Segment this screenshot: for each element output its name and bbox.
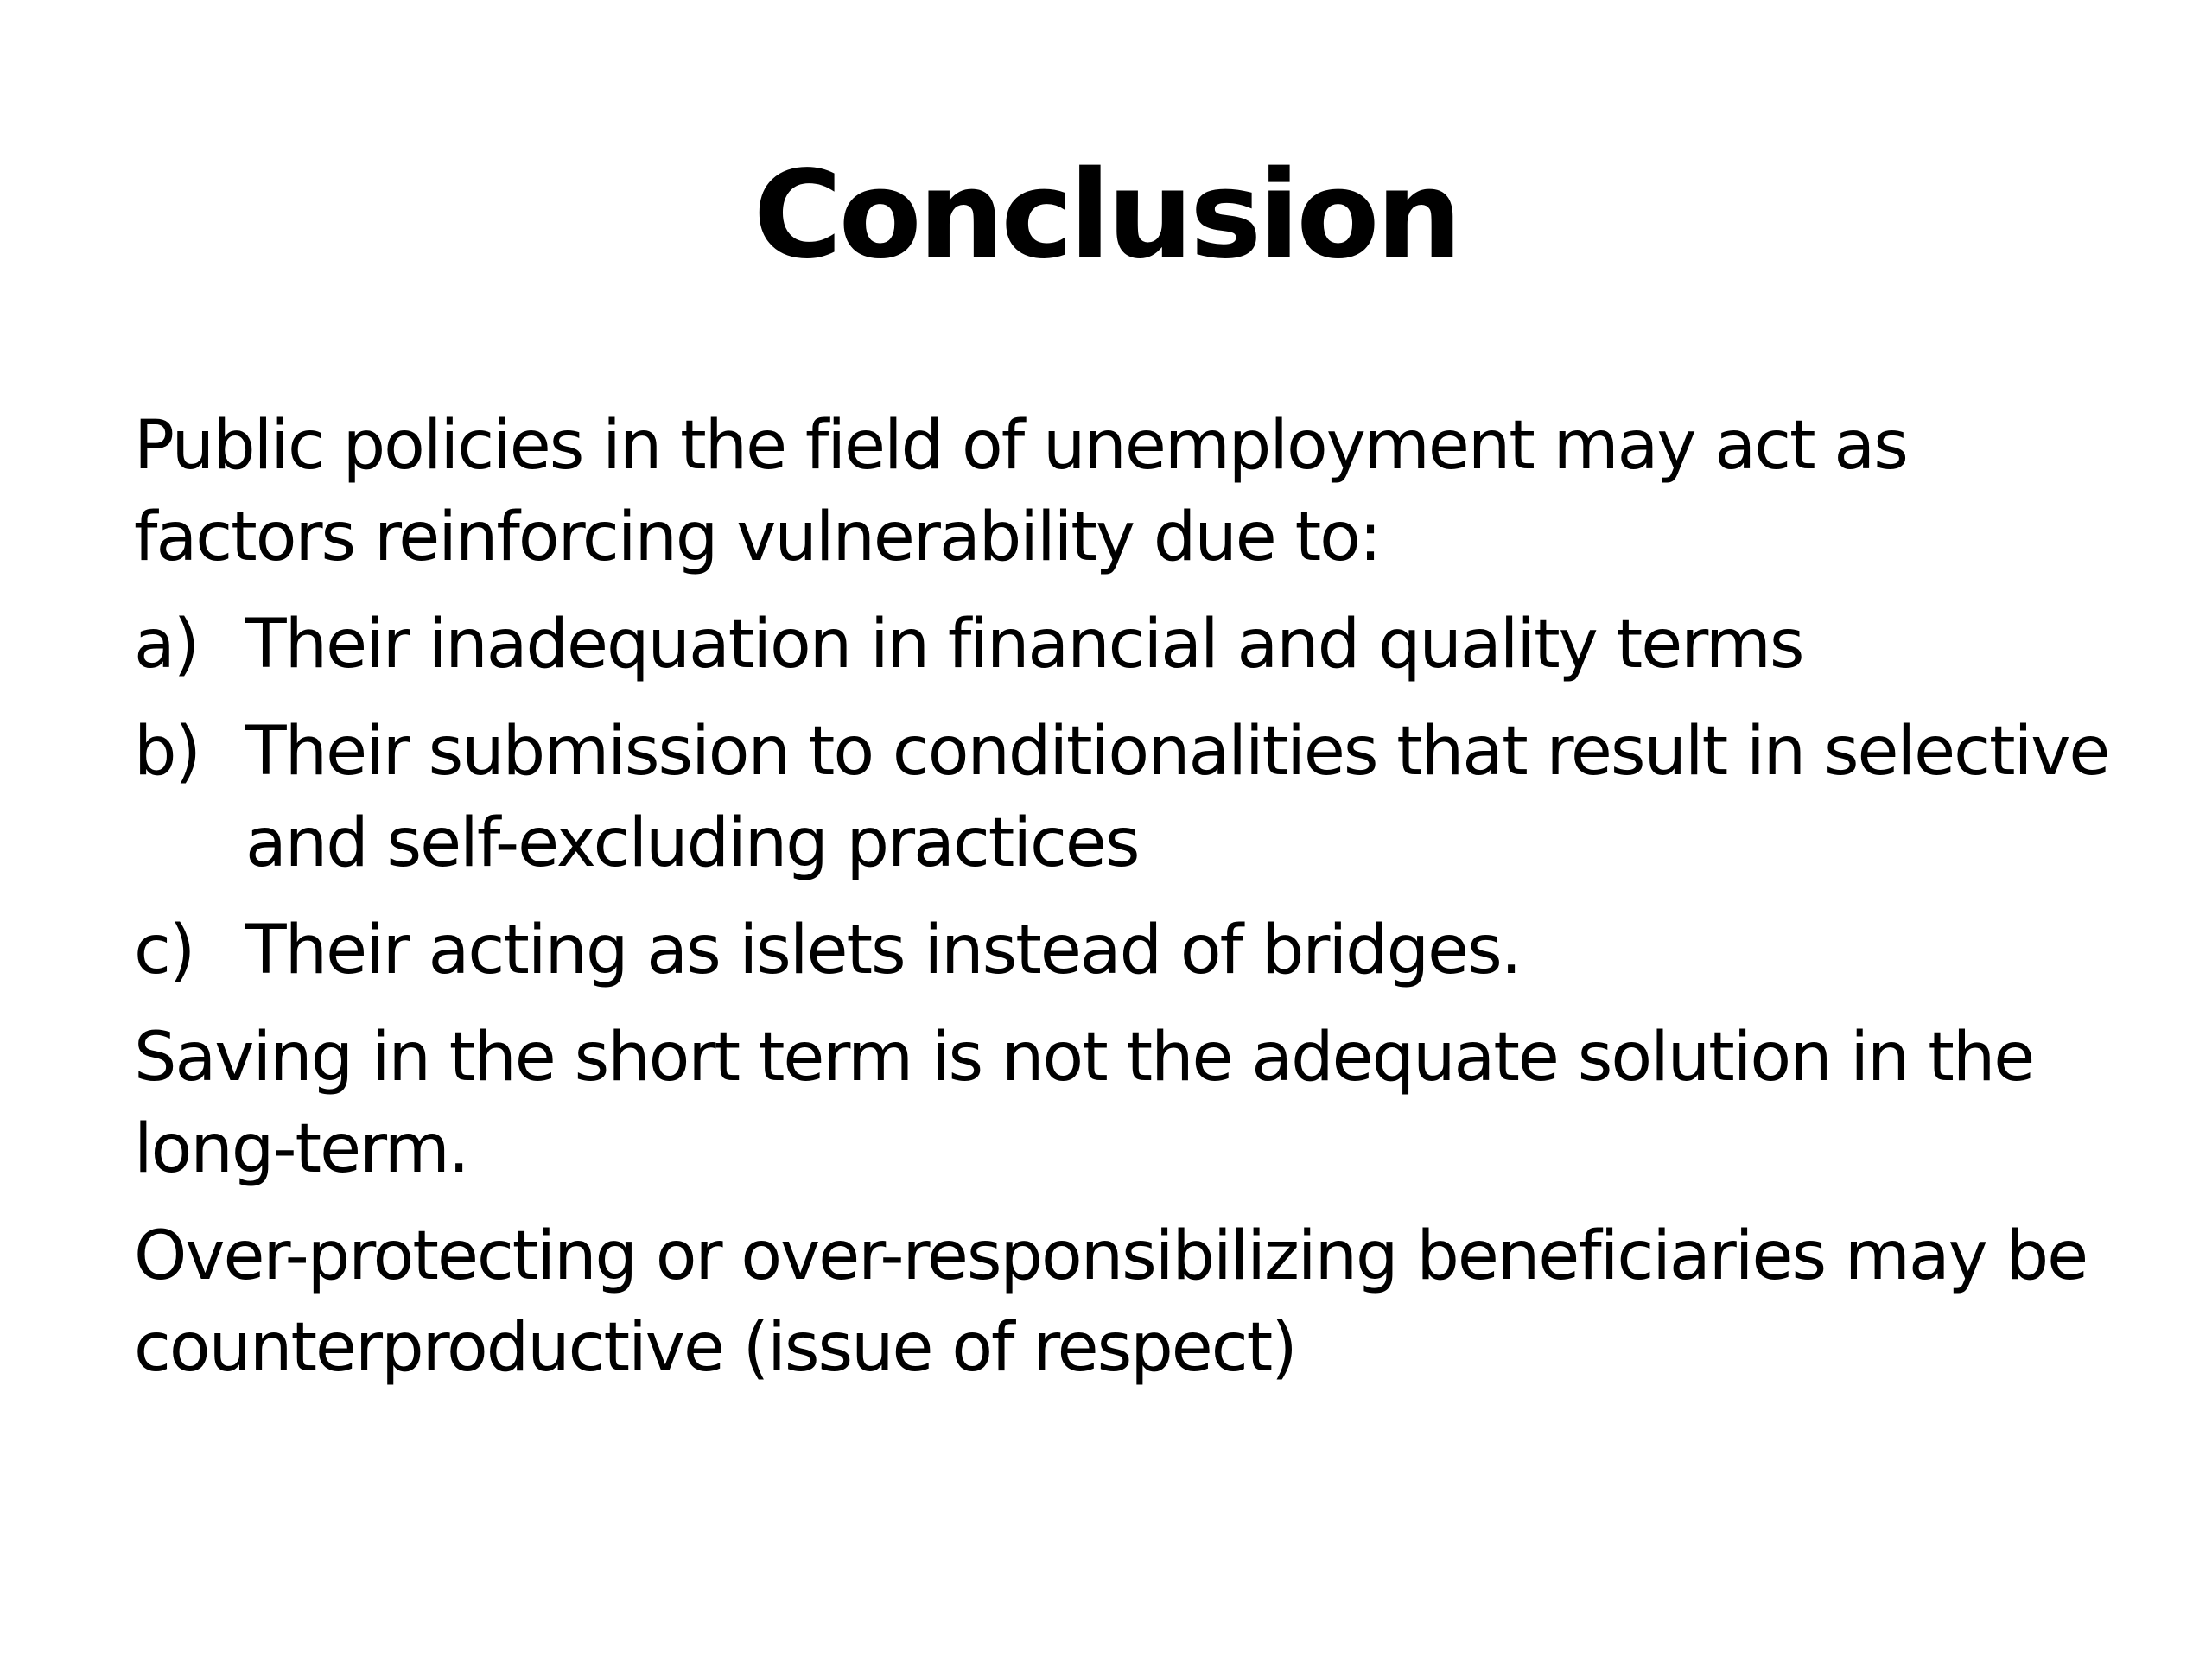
intro-paragraph: Public policies in the field of unemployment may act as factors reinforcing vulnerability due to: (134, 407, 1907, 576)
slide-body (134, 400, 2121, 1409)
list-item-c (134, 905, 2121, 996)
list-marker: b) (134, 713, 200, 791)
list-item-text: Their submission to conditionalities that result in selective and self-excluding practices (245, 713, 2109, 882)
slide-title: Conclusion (753, 145, 1459, 286)
saving-paragraph: Saving in the short term is not the adequate solution in the long-term. (134, 1019, 2034, 1188)
list-item-a (134, 599, 2121, 690)
protection-paragraph: Over-protecting or over-responsibilizing beneficiaries may be counterproductive (issue of respect) (134, 1217, 2088, 1387)
list-marker: c) (134, 912, 194, 989)
list-item-text: Their inadequation in financial and quality terms (245, 606, 1803, 683)
list-marker: a) (134, 606, 199, 683)
list-item-b (134, 706, 2121, 889)
list-item-text: Their acting as islets instead of bridges. (245, 912, 1521, 989)
